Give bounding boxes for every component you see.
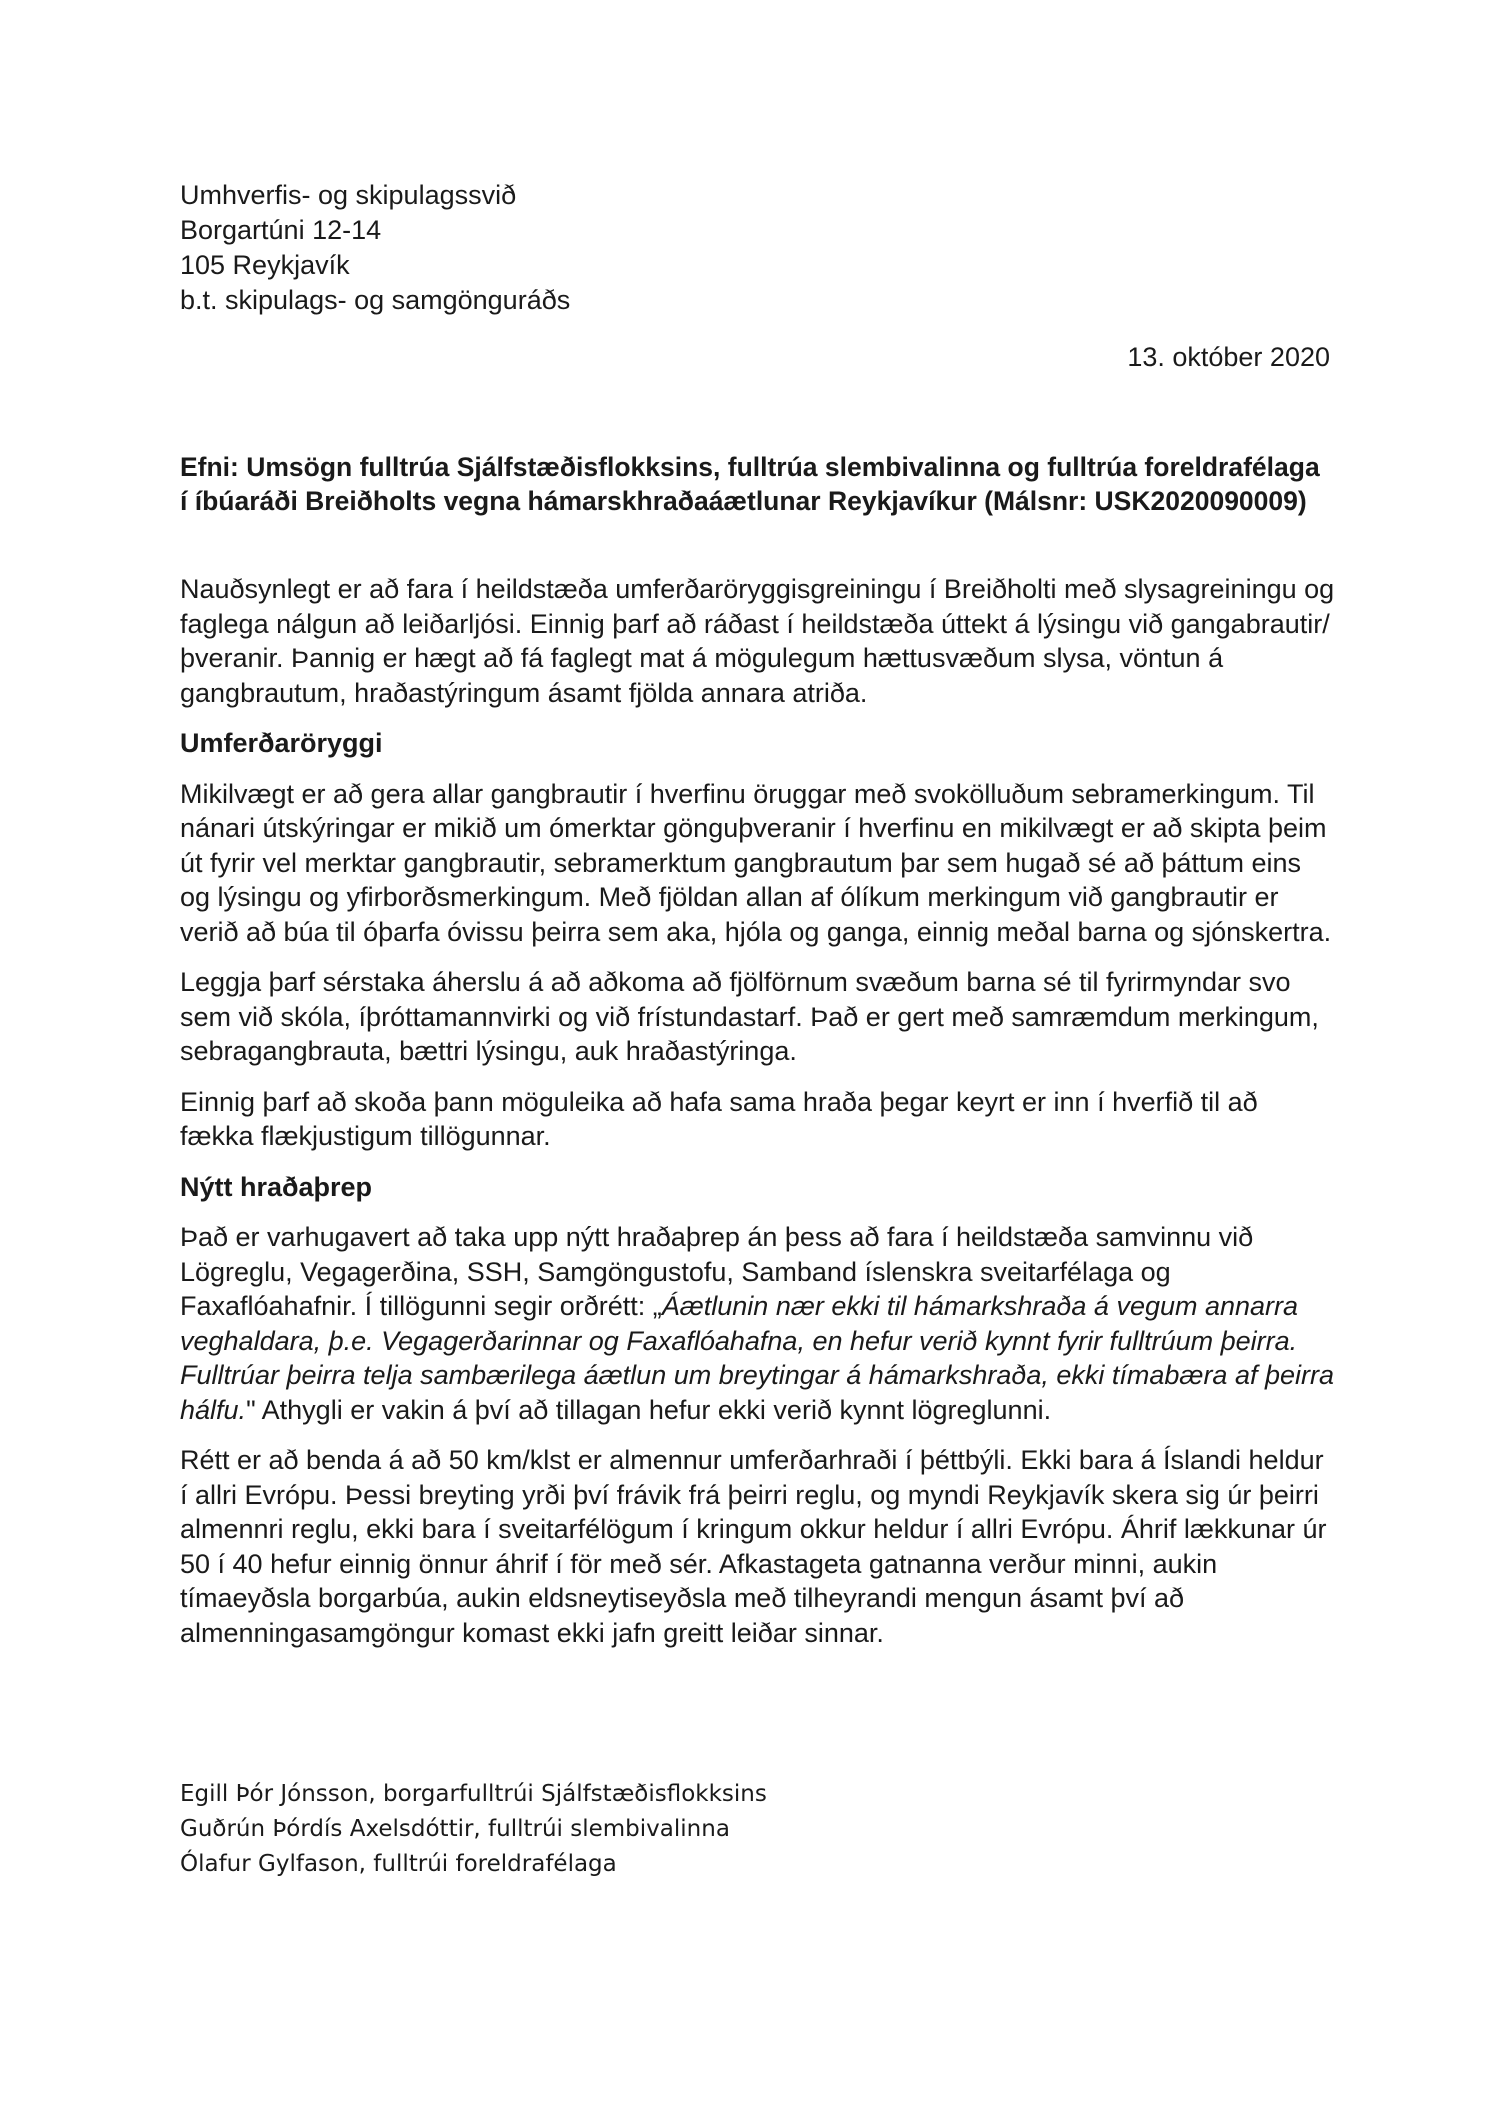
paragraph: Leggja þarf sérstaka áherslu á að aðkoma að fjölförnum svæðum barna sé til fyrirmyndar svo sem við skóla, íþróttamannvirki og við frístundastarf. Það er gert með samræmdum merkingum, sebragangbrauta, bættri lýsingu, auk hraðastýringa. xyxy=(180,967,1319,1066)
address-line: 105 Reykjavík xyxy=(180,250,350,280)
recipient-address xyxy=(180,178,570,318)
paragraph: Rétt er að benda á að 50 km/klst er almennur umferðarhraði í þéttbýli. Ekki bara á Íslandi heldur í allri Evrópu. Þessi breyting yrði því frávik frá þeirri reglu, og myndi Reykjavík skera sig úr þeirri almennri reglu, ekki bara í sveitarfélögum í kringum okkur heldur í allri Evrópu. Áhrif lækkunar úr 50 í 40 hefur einnig önnur áhrif í för með sér. Afkastageta gatnanna verður minni, aukin tímaeyðsla borgarbúa, aukin eldsneytiseyðsla með tilheyrandi mengun ásamt því að almenningasamgöngur komast ekki jafn greitt leiðar sinnar. xyxy=(180,1445,1327,1648)
intro-paragraph: Nauðsynlegt er að fara í heildstæða umferðaröryggisgreiningu í Breiðholti með slysagreiningu og faglega nálgun að leiðarljósi. Einnig þarf að ráðast í heildstæða úttekt á lýsingu við gangabrautir/þveranir. Þannig er hægt að fá faglegt mat á mögulegum hættusvæðum slysa, vöntun á gangbrautum, hraðastýringum ásamt fjölda annara atriða. xyxy=(180,574,1335,708)
signatory: Guðrún Þórdís Axelsdóttir, fulltrúi slembivalinna xyxy=(180,1816,730,1842)
letter-body xyxy=(180,572,1335,1666)
quote-lead-in: Það er varhugavert að taka upp nýtt hraðaþrep án þess að fara í heildstæða samvinnu við Lögreglu, Vegagerðina, SSH, Samgöngustofu, Samband íslenskra sveitarfélaga og Faxaflóahafnir. Í tillögunni segir orðrétt: „ xyxy=(180,1222,1254,1321)
paragraph-with-quote xyxy=(180,1220,1335,1427)
signature-block xyxy=(180,1777,767,1882)
letter-date: 13. október 2020 xyxy=(1127,342,1330,372)
address-line: b.t. skipulags- og samgönguráðs xyxy=(180,285,571,315)
letter-subject: Efni: Umsögn fulltrúa Sjálfstæðisflokksins, fulltrúa slembivalinna og fulltrúa foreldrafélaga í íbúaráði Breiðholts vegna hámarskhraðaáætlunar Reykjavíkur (Málsnr: USK2020090009) xyxy=(180,452,1320,516)
signatory: Egill Þór Jónsson, borgarfulltrúi Sjálfstæðisflokksins xyxy=(180,1781,767,1807)
quoted-text: Áætlunin nær ekki til hámarkshraða á vegum annarra veghaldara, þ.e. Vegagerðarinnar og Faxaflóahafna, en hefur verið kynnt fyrir fulltrúum þeirra. Fulltrúar þeirra telja sambærilega áætlun um breytingar á hámarkshraða, ekki tímabæra af þeirra hálfu. xyxy=(180,1291,1334,1425)
address-line: Borgartúni 12-14 xyxy=(180,215,382,245)
paragraph: Einnig þarf að skoða þann möguleika að hafa sama hraða þegar keyrt er inn í hverfið til að fækka flækjustigum tillögunnar. xyxy=(180,1086,1258,1151)
signatory: Ólafur Gylfason, fulltrúi foreldrafélaga xyxy=(180,1851,617,1877)
quote-follow-up: " Athygli er vakin á því að tillagan hefur ekki verið kynnt lögreglunni. xyxy=(246,1394,1052,1425)
section-heading-new-speed-step: Nýtt hraðaþrep xyxy=(180,1171,373,1202)
address-line: Umhverfis- og skipulagssvið xyxy=(180,180,517,210)
section-heading-traffic-safety: Umferðaröryggi xyxy=(180,728,383,758)
paragraph: Mikilvægt er að gera allar gangbrautir í hverfinu öruggar með svokölluðum sebramerkingum. Til nánari útskýringar er mikið um ómerktar gönguþveranir í hverfinu en mikilvægt er að skipta þeim út fyrir vel merktar gangbrautir, sebramerktum gangbrautum þar sem hugað sé að þáttum eins og lýsingu og yfirborðsmerkingum. Með fjöldan allan af ólíkum merkingum við gangbrautir er verið að búa til óþarfa óvissu þeirra sem aka, hjóla og ganga, einnig meðal barna og sjónskertra. xyxy=(180,778,1332,947)
